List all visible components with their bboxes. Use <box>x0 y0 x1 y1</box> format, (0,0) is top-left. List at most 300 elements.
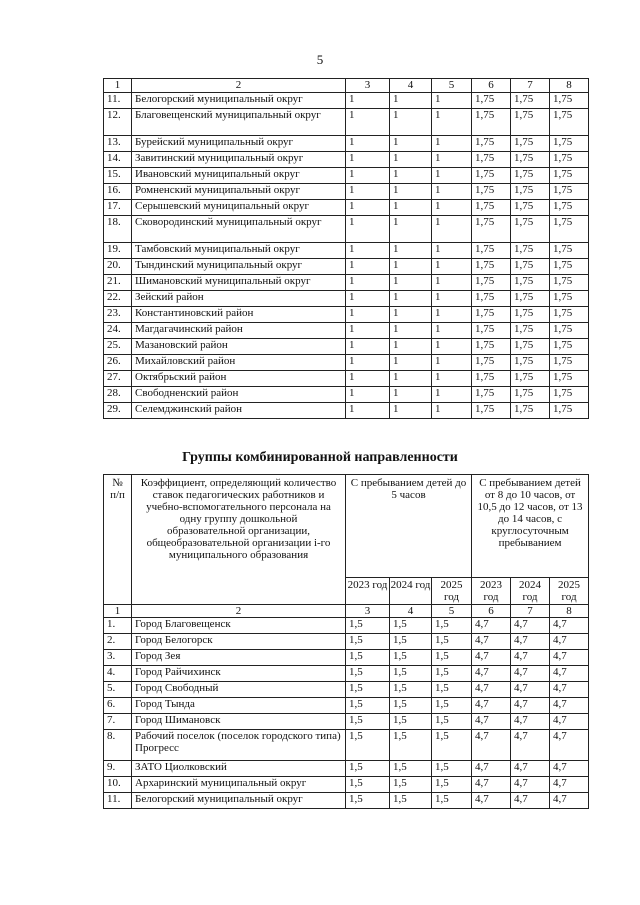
coefficient-value: 1,5 <box>432 666 472 682</box>
coefficient-value: 1,5 <box>432 714 472 730</box>
municipality-name: Белогорский муниципальный округ <box>132 93 346 109</box>
coefficient-value: 1 <box>432 200 472 216</box>
coefficient-value: 1,5 <box>432 618 472 634</box>
column-number: 2 <box>132 79 346 93</box>
coefficient-value: 1,5 <box>432 634 472 650</box>
row-number: 21. <box>104 275 132 291</box>
coefficient-value: 1 <box>346 323 390 339</box>
coefficient-value: 4,7 <box>472 618 511 634</box>
coefficient-value: 1,75 <box>472 136 511 152</box>
table-row <box>104 243 589 259</box>
coefficient-value: 1 <box>390 339 432 355</box>
coefficient-value: 1 <box>432 152 472 168</box>
coefficient-value: 1 <box>432 387 472 403</box>
table-row <box>104 650 589 666</box>
row-number: 17. <box>104 200 132 216</box>
municipality-name: Город Тында <box>132 698 346 714</box>
municipality-name: Ромненский муниципальный округ <box>132 184 346 200</box>
coefficient-value: 1,5 <box>346 650 390 666</box>
coefficient-value: 1,75 <box>550 339 589 355</box>
row-number: 9. <box>104 761 132 777</box>
coefficient-value: 1,5 <box>346 634 390 650</box>
coefficient-value: 1 <box>432 371 472 387</box>
municipality-name: Завитинский муниципальный округ <box>132 152 346 168</box>
column-number: 5 <box>432 605 472 618</box>
row-number: 20. <box>104 259 132 275</box>
municipality-name: Город Зея <box>132 650 346 666</box>
coefficient-value: 1 <box>432 291 472 307</box>
header-group-short-stay: С пребыванием детей до 5 часов <box>346 475 472 578</box>
table-row <box>104 666 589 682</box>
row-number: 7. <box>104 714 132 730</box>
coefficient-value: 1,5 <box>346 777 390 793</box>
coefficient-value: 1 <box>432 355 472 371</box>
coefficient-value: 1 <box>346 339 390 355</box>
coefficient-value: 1 <box>390 403 432 419</box>
municipality-name: Благовещенский муниципальный округ <box>132 109 346 136</box>
coefficient-value: 1,75 <box>511 152 550 168</box>
coefficient-value: 1,75 <box>472 168 511 184</box>
coefficient-value: 4,7 <box>511 777 550 793</box>
coefficient-value: 1 <box>346 109 390 136</box>
coefficient-value: 4,7 <box>511 634 550 650</box>
coefficient-value: 1,75 <box>511 307 550 323</box>
row-number: 6. <box>104 698 132 714</box>
coefficient-table-1 <box>103 78 589 419</box>
municipality-name: Ивановский муниципальный округ <box>132 168 346 184</box>
coefficient-value: 1,75 <box>472 323 511 339</box>
coefficient-value: 1,75 <box>511 339 550 355</box>
table-row <box>104 777 589 793</box>
coefficient-value: 4,7 <box>472 650 511 666</box>
coefficient-value: 1,5 <box>432 682 472 698</box>
column-number: 2 <box>132 605 346 618</box>
column-number: 1 <box>104 79 132 93</box>
coefficient-value: 4,7 <box>550 666 589 682</box>
coefficient-value: 1 <box>390 184 432 200</box>
table-row <box>104 200 589 216</box>
coefficient-value: 1,75 <box>550 307 589 323</box>
coefficient-value: 1,75 <box>472 243 511 259</box>
table-row <box>104 307 589 323</box>
coefficient-value: 1 <box>390 216 432 243</box>
coefficient-value: 4,7 <box>511 666 550 682</box>
coefficient-value: 1 <box>346 355 390 371</box>
table-row <box>104 761 589 777</box>
table-row <box>104 387 589 403</box>
coefficient-value: 1 <box>432 109 472 136</box>
coefficient-value: 1,75 <box>472 403 511 419</box>
coefficient-value: 1 <box>390 93 432 109</box>
table-row <box>104 152 589 168</box>
row-number: 29. <box>104 403 132 419</box>
coefficient-value: 1,5 <box>432 650 472 666</box>
municipality-name: Шимановский муниципальный округ <box>132 275 346 291</box>
coefficient-value: 1 <box>432 136 472 152</box>
coefficient-value: 1,75 <box>511 371 550 387</box>
coefficient-value: 4,7 <box>472 666 511 682</box>
municipality-name: Сковородинский муниципальный округ <box>132 216 346 243</box>
coefficient-value: 1,75 <box>511 216 550 243</box>
coefficient-value: 1,5 <box>432 761 472 777</box>
coefficient-value: 4,7 <box>511 714 550 730</box>
municipality-name: Зейский район <box>132 291 346 307</box>
column-number: 3 <box>346 605 390 618</box>
coefficient-value: 1 <box>346 371 390 387</box>
coefficient-value: 1,5 <box>390 666 432 682</box>
coefficient-value: 1,5 <box>390 634 432 650</box>
coefficient-value: 4,7 <box>511 618 550 634</box>
coefficient-value: 1,75 <box>511 184 550 200</box>
coefficient-value: 1 <box>390 136 432 152</box>
coefficient-value: 1,5 <box>390 761 432 777</box>
coefficient-value: 1,75 <box>511 136 550 152</box>
coefficient-value: 1,5 <box>346 666 390 682</box>
municipality-name: Селемджинский район <box>132 403 346 419</box>
municipality-name: Тамбовский муниципальный округ <box>132 243 346 259</box>
column-number: 6 <box>472 605 511 618</box>
coefficient-value: 1,75 <box>550 136 589 152</box>
row-number: 25. <box>104 339 132 355</box>
table-row <box>104 793 589 809</box>
year-header: 2024 год <box>511 578 550 605</box>
coefficient-value: 1,75 <box>472 216 511 243</box>
coefficient-value: 1 <box>432 243 472 259</box>
coefficient-value: 1,75 <box>550 291 589 307</box>
table-row <box>104 109 589 136</box>
table-header-row <box>104 79 589 93</box>
coefficient-value: 1 <box>346 403 390 419</box>
year-header: 2023 год <box>472 578 511 605</box>
year-header: 2025 год <box>432 578 472 605</box>
coefficient-value: 1,75 <box>511 168 550 184</box>
header-group-long-stay: С пребыванием детей от 8 до 10 часов, от 10,5 до 12 часов, от 13 до 14 часов, с круглосуточным пребыванием <box>472 475 589 578</box>
coefficient-value: 1,5 <box>432 730 472 761</box>
coefficient-value: 1 <box>346 93 390 109</box>
coefficient-value: 1,75 <box>511 323 550 339</box>
coefficient-value: 1 <box>346 152 390 168</box>
row-number: 5. <box>104 682 132 698</box>
coefficient-value: 4,7 <box>550 761 589 777</box>
coefficient-value: 1,75 <box>550 323 589 339</box>
coefficient-value: 1,5 <box>390 650 432 666</box>
coefficient-value: 1,75 <box>550 259 589 275</box>
coefficient-value: 4,7 <box>550 634 589 650</box>
coefficient-value: 1 <box>390 152 432 168</box>
coefficient-value: 4,7 <box>472 714 511 730</box>
column-number: 8 <box>550 79 589 93</box>
coefficient-value: 1 <box>432 339 472 355</box>
row-number: 11. <box>104 793 132 809</box>
coefficient-value: 4,7 <box>472 761 511 777</box>
row-number: 12. <box>104 109 132 136</box>
municipality-name: Октябрьский район <box>132 371 346 387</box>
table-row <box>104 371 589 387</box>
column-number: 7 <box>511 79 550 93</box>
coefficient-table-2 <box>103 474 589 809</box>
coefficient-value: 4,7 <box>550 777 589 793</box>
coefficient-value: 4,7 <box>472 682 511 698</box>
coefficient-value: 1 <box>390 355 432 371</box>
municipality-name: Бурейский муниципальный округ <box>132 136 346 152</box>
row-number: 23. <box>104 307 132 323</box>
coefficient-value: 1,5 <box>346 698 390 714</box>
table-row <box>104 698 589 714</box>
coefficient-value: 1 <box>346 216 390 243</box>
coefficient-value: 1,5 <box>390 777 432 793</box>
coefficient-value: 1 <box>432 93 472 109</box>
coefficient-value: 1,75 <box>472 109 511 136</box>
coefficient-value: 1,75 <box>511 259 550 275</box>
municipality-name: ЗАТО Циолковский <box>132 761 346 777</box>
coefficient-value: 4,7 <box>511 761 550 777</box>
coefficient-value: 1,75 <box>550 184 589 200</box>
table-row <box>104 339 589 355</box>
municipality-name: Серышевский муниципальный округ <box>132 200 346 216</box>
coefficient-value: 1,75 <box>550 93 589 109</box>
coefficient-value: 4,7 <box>472 793 511 809</box>
table-row <box>104 714 589 730</box>
coefficient-value: 1 <box>432 168 472 184</box>
column-number: 6 <box>472 79 511 93</box>
row-number: 27. <box>104 371 132 387</box>
coefficient-value: 4,7 <box>550 682 589 698</box>
coefficient-value: 4,7 <box>511 730 550 761</box>
coefficient-value: 1,5 <box>390 793 432 809</box>
coefficient-value: 1,75 <box>472 291 511 307</box>
coefficient-value: 1,5 <box>346 714 390 730</box>
coefficient-value: 4,7 <box>472 777 511 793</box>
coefficient-value: 1 <box>346 243 390 259</box>
coefficient-value: 1,75 <box>511 109 550 136</box>
coefficient-value: 1,5 <box>432 777 472 793</box>
municipality-name: Город Благовещенск <box>132 618 346 634</box>
coefficient-value: 1 <box>390 259 432 275</box>
coefficient-value: 1,75 <box>550 152 589 168</box>
coefficient-value: 1,75 <box>472 93 511 109</box>
coefficient-value: 1 <box>346 200 390 216</box>
column-number: 3 <box>346 79 390 93</box>
table-row <box>104 275 589 291</box>
row-number: 4. <box>104 666 132 682</box>
coefficient-value: 1 <box>346 136 390 152</box>
coefficient-value: 1,5 <box>432 698 472 714</box>
municipality-name: Магдагачинский район <box>132 323 346 339</box>
coefficient-value: 1,75 <box>550 243 589 259</box>
coefficient-value: 4,7 <box>472 634 511 650</box>
coefficient-value: 1 <box>390 243 432 259</box>
table-row <box>104 730 589 761</box>
table-row <box>104 168 589 184</box>
year-header: 2023 год <box>346 578 390 605</box>
coefficient-value: 1 <box>390 371 432 387</box>
coefficient-value: 1,75 <box>472 200 511 216</box>
coefficient-value: 4,7 <box>511 698 550 714</box>
coefficient-value: 1,5 <box>390 618 432 634</box>
coefficient-value: 1,75 <box>550 200 589 216</box>
row-number: 11. <box>104 93 132 109</box>
coefficient-value: 1 <box>346 387 390 403</box>
coefficient-value: 1 <box>390 200 432 216</box>
coefficient-value: 1,75 <box>472 275 511 291</box>
column-number: 4 <box>390 79 432 93</box>
coefficient-value: 1,5 <box>346 793 390 809</box>
coefficient-value: 1,75 <box>550 371 589 387</box>
coefficient-value: 1,5 <box>346 761 390 777</box>
coefficient-value: 1 <box>390 307 432 323</box>
coefficient-value: 1,75 <box>511 387 550 403</box>
row-number: 8. <box>104 730 132 761</box>
coefficient-value: 1 <box>432 323 472 339</box>
row-number: 28. <box>104 387 132 403</box>
coefficient-value: 1 <box>390 323 432 339</box>
coefficient-value: 1 <box>346 291 390 307</box>
coefficient-value: 1,75 <box>511 403 550 419</box>
coefficient-value: 1,75 <box>550 168 589 184</box>
municipality-name: Город Свободный <box>132 682 346 698</box>
row-number: 18. <box>104 216 132 243</box>
row-number: 22. <box>104 291 132 307</box>
coefficient-value: 1,75 <box>472 259 511 275</box>
row-number: 2. <box>104 634 132 650</box>
municipality-name: Город Белогорск <box>132 634 346 650</box>
coefficient-value: 4,7 <box>550 650 589 666</box>
coefficient-value: 1,75 <box>472 355 511 371</box>
row-number: 1. <box>104 618 132 634</box>
coefficient-value: 1,5 <box>346 682 390 698</box>
year-header: 2025 год <box>550 578 589 605</box>
coefficient-value: 1,75 <box>550 355 589 371</box>
coefficient-value: 1 <box>390 275 432 291</box>
coefficient-value: 1,5 <box>346 618 390 634</box>
municipality-name: Белогорский муниципальный округ <box>132 793 346 809</box>
coefficient-value: 1 <box>390 168 432 184</box>
municipality-name: Рабочий поселок (поселок городского типа) Прогресс <box>132 730 346 761</box>
row-number: 3. <box>104 650 132 666</box>
coefficient-value: 1 <box>432 403 472 419</box>
column-number: 4 <box>390 605 432 618</box>
municipality-name: Город Шимановск <box>132 714 346 730</box>
coefficient-value: 1,75 <box>550 109 589 136</box>
row-number: 26. <box>104 355 132 371</box>
coefficient-value: 1,75 <box>511 93 550 109</box>
municipality-name: Архаринский муниципальный округ <box>132 777 346 793</box>
coefficient-value: 1,5 <box>432 793 472 809</box>
coefficient-value: 1,75 <box>472 387 511 403</box>
table-row <box>104 93 589 109</box>
section-title: Группы комбинированной направленности <box>182 450 458 465</box>
coefficient-value: 1 <box>390 291 432 307</box>
year-header: 2024 год <box>390 578 432 605</box>
table-row <box>104 259 589 275</box>
coefficient-value: 1 <box>432 216 472 243</box>
coefficient-value: 1,75 <box>550 216 589 243</box>
row-number: 15. <box>104 168 132 184</box>
coefficient-value: 1 <box>390 109 432 136</box>
coefficient-value: 1 <box>432 184 472 200</box>
row-number: 24. <box>104 323 132 339</box>
page-number: 5 <box>316 52 324 67</box>
row-number: 19. <box>104 243 132 259</box>
coefficient-value: 1,5 <box>390 714 432 730</box>
coefficient-value: 4,7 <box>550 793 589 809</box>
municipality-name: Мазановский район <box>132 339 346 355</box>
coefficient-value: 1 <box>432 275 472 291</box>
municipality-name: Тындинский муниципальный округ <box>132 259 346 275</box>
municipality-name: Константиновский район <box>132 307 346 323</box>
table-row <box>104 184 589 200</box>
coefficient-value: 1,75 <box>511 243 550 259</box>
table-row <box>104 355 589 371</box>
coefficient-value: 1 <box>346 168 390 184</box>
coefficient-value: 1,75 <box>472 307 511 323</box>
coefficient-value: 1,75 <box>472 339 511 355</box>
coefficient-value: 1,75 <box>511 291 550 307</box>
coefficient-value: 4,7 <box>550 730 589 761</box>
coefficient-value: 1 <box>346 275 390 291</box>
row-number: 14. <box>104 152 132 168</box>
coefficient-value: 1 <box>432 307 472 323</box>
table-row <box>104 323 589 339</box>
row-number: 16. <box>104 184 132 200</box>
table-row <box>104 403 589 419</box>
table-row <box>104 634 589 650</box>
coefficient-value: 1 <box>346 307 390 323</box>
column-number: 7 <box>511 605 550 618</box>
table-row <box>104 618 589 634</box>
column-number: 8 <box>550 605 589 618</box>
coefficient-value: 1,75 <box>472 371 511 387</box>
coefficient-value: 4,7 <box>550 698 589 714</box>
header-number: № п/п <box>104 475 132 605</box>
coefficient-value: 1,75 <box>472 152 511 168</box>
coefficient-value: 4,7 <box>550 714 589 730</box>
coefficient-value: 1,75 <box>511 200 550 216</box>
coefficient-value: 1,5 <box>390 682 432 698</box>
table-row <box>104 291 589 307</box>
coefficient-value: 1,5 <box>390 730 432 761</box>
coefficient-value: 1,5 <box>390 698 432 714</box>
coefficient-value: 4,7 <box>511 682 550 698</box>
coefficient-value: 1 <box>390 387 432 403</box>
coefficient-value: 1 <box>346 184 390 200</box>
coefficient-value: 1,75 <box>472 184 511 200</box>
coefficient-value: 1 <box>346 259 390 275</box>
municipality-name: Михайловский район <box>132 355 346 371</box>
row-number: 10. <box>104 777 132 793</box>
coefficient-value: 1 <box>432 259 472 275</box>
column-number: 5 <box>432 79 472 93</box>
municipality-name: Город Райчихинск <box>132 666 346 682</box>
coefficient-value: 4,7 <box>550 618 589 634</box>
coefficient-value: 4,7 <box>472 730 511 761</box>
municipality-name: Свободненский район <box>132 387 346 403</box>
header-description: Коэффициент, определяющий количество ставок педагогических работников и учебно-вспомогательного персонала на одну группу дошкольной образовательной организации, общеобразовательной организации i-го муниципального образования <box>132 475 346 605</box>
coefficient-value: 1,75 <box>550 403 589 419</box>
coefficient-value: 1,5 <box>346 730 390 761</box>
coefficient-value: 4,7 <box>472 698 511 714</box>
coefficient-value: 4,7 <box>511 650 550 666</box>
coefficient-value: 1,75 <box>550 275 589 291</box>
table-row <box>104 216 589 243</box>
coefficient-value: 1,75 <box>550 387 589 403</box>
table-row <box>104 682 589 698</box>
column-number: 1 <box>104 605 132 618</box>
coefficient-value: 1,75 <box>511 355 550 371</box>
coefficient-value: 4,7 <box>511 793 550 809</box>
table-row <box>104 136 589 152</box>
row-number: 13. <box>104 136 132 152</box>
